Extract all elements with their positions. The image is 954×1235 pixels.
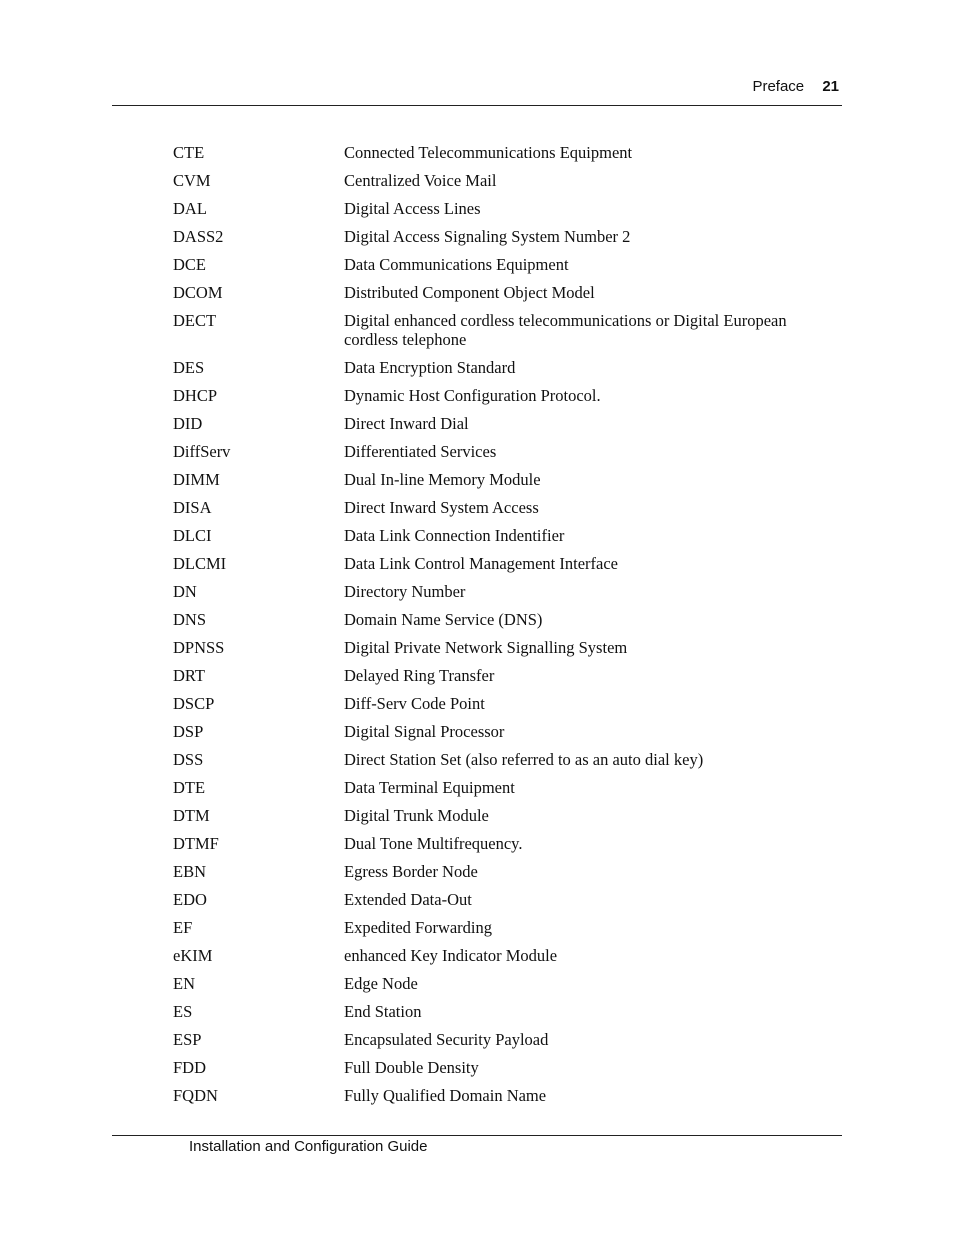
glossary-term: DSS xyxy=(173,750,204,769)
glossary-definition: Distributed Component Object Model xyxy=(344,283,595,302)
glossary-entry xyxy=(173,526,813,545)
glossary-term: DN xyxy=(173,582,197,601)
glossary-term: DLCI xyxy=(173,526,212,545)
glossary-term: DISA xyxy=(173,498,212,517)
glossary-term: DSP xyxy=(173,722,204,741)
glossary-entry xyxy=(173,470,813,489)
glossary-term: EDO xyxy=(173,890,207,909)
glossary-term: DRT xyxy=(173,666,206,685)
glossary-entry xyxy=(173,610,813,629)
glossary-definition: Directory Number xyxy=(344,582,466,601)
glossary-term: DPNSS xyxy=(173,638,225,657)
glossary-definition: Dual In-line Memory Module xyxy=(344,470,541,489)
glossary-definition: Direct Inward System Access xyxy=(344,498,539,517)
glossary-definition: Dual Tone Multifrequency. xyxy=(344,834,523,853)
glossary-entry xyxy=(173,414,813,433)
glossary-definition: enhanced Key Indicator Module xyxy=(344,946,558,965)
glossary-term: CTE xyxy=(173,143,205,162)
glossary-definition: Delayed Ring Transfer xyxy=(344,666,495,685)
glossary-term: DECT xyxy=(173,311,217,330)
glossary-entry xyxy=(173,227,813,246)
glossary-definition: Differentiated Services xyxy=(344,442,497,461)
glossary-term: DASS2 xyxy=(173,227,224,246)
glossary-term: DTMF xyxy=(173,834,219,853)
glossary-term: eKIM xyxy=(173,946,213,965)
glossary-definition: Data Link Control Management Interface xyxy=(344,554,618,573)
glossary-entry xyxy=(173,834,813,853)
glossary-entry xyxy=(173,358,813,377)
glossary-entry xyxy=(173,554,813,573)
glossary-definition: Digital enhanced cordless telecommunications or Digital European cordless telephone xyxy=(344,311,787,349)
page-number: 21 xyxy=(822,78,839,95)
glossary-definition: Digital Signal Processor xyxy=(344,722,505,741)
glossary-definition: Domain Name Service (DNS) xyxy=(344,610,543,629)
glossary-term: DSCP xyxy=(173,694,215,713)
glossary-term: EN xyxy=(173,974,195,993)
glossary-entry xyxy=(173,974,813,993)
header-section-title: Preface xyxy=(752,78,805,95)
glossary-term: DID xyxy=(173,414,203,433)
glossary-entry xyxy=(173,199,813,218)
glossary-definition: Egress Border Node xyxy=(344,862,478,881)
glossary-entry xyxy=(173,694,813,713)
glossary-entry xyxy=(173,582,813,601)
glossary-entry xyxy=(173,946,813,965)
glossary-term: CVM xyxy=(173,171,211,190)
glossary-definition: Digital Access Lines xyxy=(344,199,481,218)
glossary-definition: Digital Access Signaling System Number 2 xyxy=(344,227,631,246)
glossary-entry xyxy=(173,750,813,769)
glossary-definition: Edge Node xyxy=(344,974,418,993)
glossary-term: DTE xyxy=(173,778,206,797)
glossary-entry xyxy=(173,806,813,825)
running-header xyxy=(752,78,839,95)
glossary-entry xyxy=(173,666,813,685)
glossary-term: DiffServ xyxy=(173,442,231,461)
glossary-term: DLCMI xyxy=(173,554,227,573)
running-footer: Installation and Configuration Guide xyxy=(189,1138,428,1155)
glossary-entry xyxy=(173,918,813,937)
glossary-definition: Data Terminal Equipment xyxy=(344,778,515,797)
glossary-definition: Data Encryption Standard xyxy=(344,358,516,377)
glossary-term: DAL xyxy=(173,199,207,218)
glossary-definition: Full Double Density xyxy=(344,1058,479,1077)
header-rule xyxy=(112,105,842,106)
glossary-entry xyxy=(173,143,813,162)
glossary-entry xyxy=(173,171,813,190)
glossary-entry xyxy=(173,283,813,302)
glossary-entry xyxy=(173,442,813,461)
glossary-entry xyxy=(173,722,813,741)
glossary-term: EF xyxy=(173,918,193,937)
glossary-definition: Expedited Forwarding xyxy=(344,918,493,937)
glossary-definition: Encapsulated Security Payload xyxy=(344,1030,549,1049)
glossary-definition: Data Communications Equipment xyxy=(344,255,569,274)
glossary-definition: Extended Data-Out xyxy=(344,890,472,909)
footer-rule xyxy=(112,1135,842,1136)
glossary-entry xyxy=(173,778,813,797)
glossary-term: DHCP xyxy=(173,386,218,405)
glossary-term: FDD xyxy=(173,1058,207,1077)
glossary-definition: Diff-Serv Code Point xyxy=(344,694,485,713)
glossary-definition: Dynamic Host Configuration Protocol. xyxy=(344,386,601,405)
glossary-term: DIMM xyxy=(173,470,220,489)
glossary-term: DNS xyxy=(173,610,207,629)
glossary-definition: Direct Inward Dial xyxy=(344,414,469,433)
glossary-term: DCE xyxy=(173,255,206,274)
glossary-term: DES xyxy=(173,358,205,377)
glossary-definition: Digital Private Network Signalling System xyxy=(344,638,628,657)
glossary-term: EBN xyxy=(173,862,206,881)
glossary-entry xyxy=(173,1002,813,1021)
glossary-entry xyxy=(173,638,813,657)
glossary-entry xyxy=(173,890,813,909)
glossary-term: DTM xyxy=(173,806,210,825)
glossary-entry xyxy=(173,1058,813,1077)
glossary-list xyxy=(173,143,813,1114)
glossary-entry xyxy=(173,1086,813,1105)
glossary-term: ES xyxy=(173,1002,193,1021)
glossary-entry xyxy=(173,1030,813,1049)
glossary-term: DCOM xyxy=(173,283,223,302)
glossary-definition: Connected Telecommunications Equipment xyxy=(344,143,633,162)
glossary-entry xyxy=(173,862,813,881)
glossary-definition: Data Link Connection Indentifier xyxy=(344,526,565,545)
glossary-entry xyxy=(173,386,813,405)
glossary-definition: Direct Station Set (also referred to as an auto dial key) xyxy=(344,750,704,769)
glossary-entry xyxy=(173,498,813,517)
glossary-term: FQDN xyxy=(173,1086,218,1105)
glossary-definition: Fully Qualified Domain Name xyxy=(344,1086,547,1105)
glossary-definition: End Station xyxy=(344,1002,422,1021)
glossary-entry xyxy=(173,311,813,349)
glossary-definition: Centralized Voice Mail xyxy=(344,171,497,190)
glossary-entry xyxy=(173,255,813,274)
glossary-term: ESP xyxy=(173,1030,202,1049)
glossary-definition: Digital Trunk Module xyxy=(344,806,489,825)
